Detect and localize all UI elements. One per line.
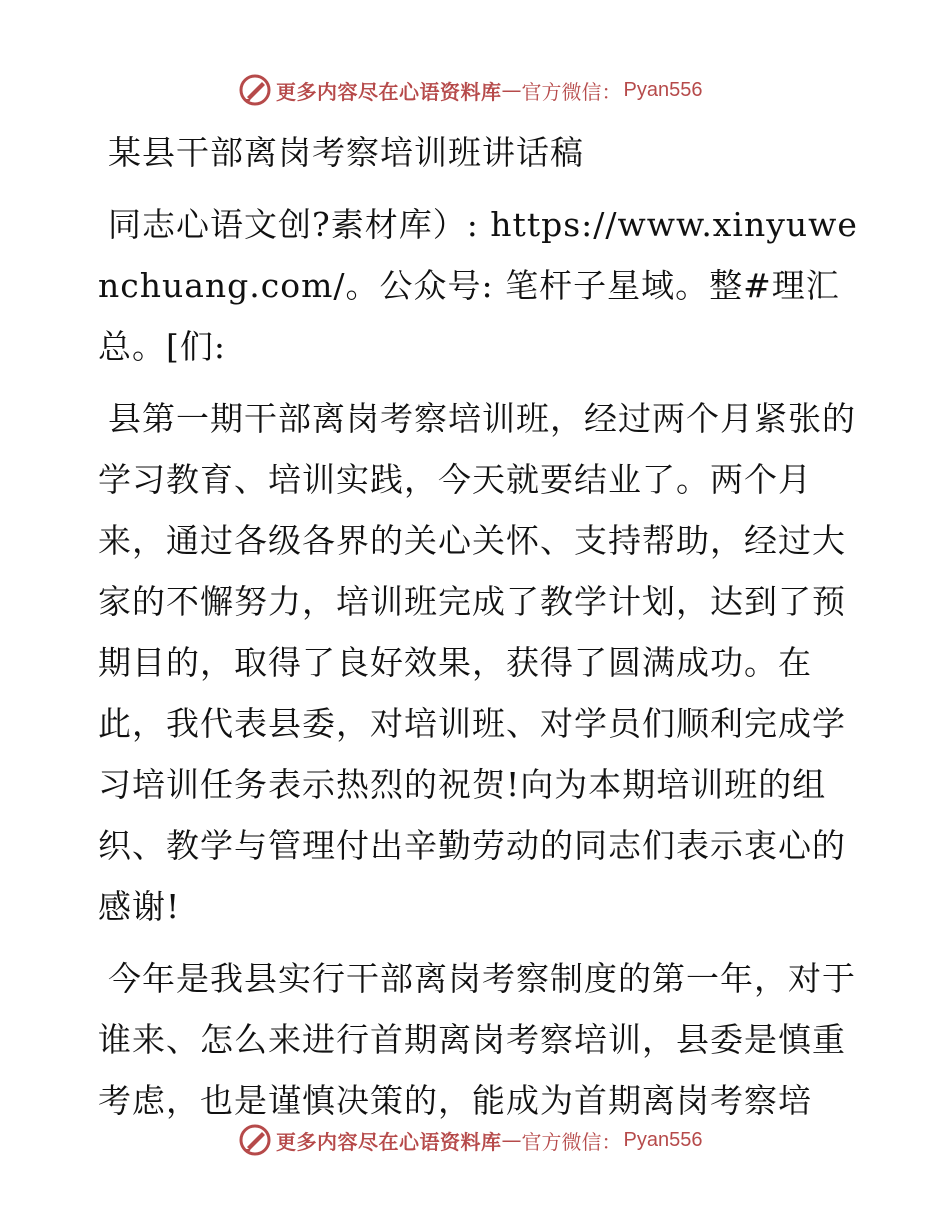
document-title: 某县干部离岗考察培训班讲话稿 [108, 133, 584, 172]
footer-banner [238, 1122, 702, 1158]
banner-wechat-account: Pyan556 [623, 78, 703, 101]
header-banner [238, 72, 702, 108]
paragraph-1: 县第一期干部离岗考察培训班，经过两个月紧张的学习教育、培训实践，今天就要结业了。两个月来，通过各级各界的关心关怀、支持帮助，经过大家的不懈努力，培训班完成了教学计划，达到了预期目的，取得了良好效果，获得了圆满成功。在此，我代表县委，对培训班、对学员们顺利完成学习培训任务表示热烈的祝贺!向为本期培训班的组织、教学与管理付出辛勤劳动的同志们表示衷心的感谢! [98, 399, 856, 926]
banner-wechat-label: 官方微信： [521, 79, 622, 104]
banner-wechat-account: Pyan556 [623, 1128, 703, 1151]
document-body [98, 122, 858, 1131]
source-line: 同志心语文创?素材库）: https://www.xinyuwenchuang.com/。公众号: 笔杆子星域。整#理汇总。[们: [98, 205, 858, 366]
banner-dash: — [501, 78, 522, 102]
brush-logo-icon [238, 73, 272, 107]
banner-dash: — [501, 1128, 522, 1152]
banner-wechat-label: 官方微信： [521, 1129, 622, 1154]
paragraph-2: 今年是我县实行干部离岗考察制度的第一年，对于谁来、怎么来进行首期离岗考察培训，县委是慎重考虑，也是谨慎决策的，能成为首期离岗考察培 [98, 959, 856, 1120]
brush-logo-icon [238, 1123, 272, 1157]
banner-brand: 更多内容尽在心语资料库 [276, 79, 502, 104]
banner-brand: 更多内容尽在心语资料库 [276, 1129, 502, 1154]
